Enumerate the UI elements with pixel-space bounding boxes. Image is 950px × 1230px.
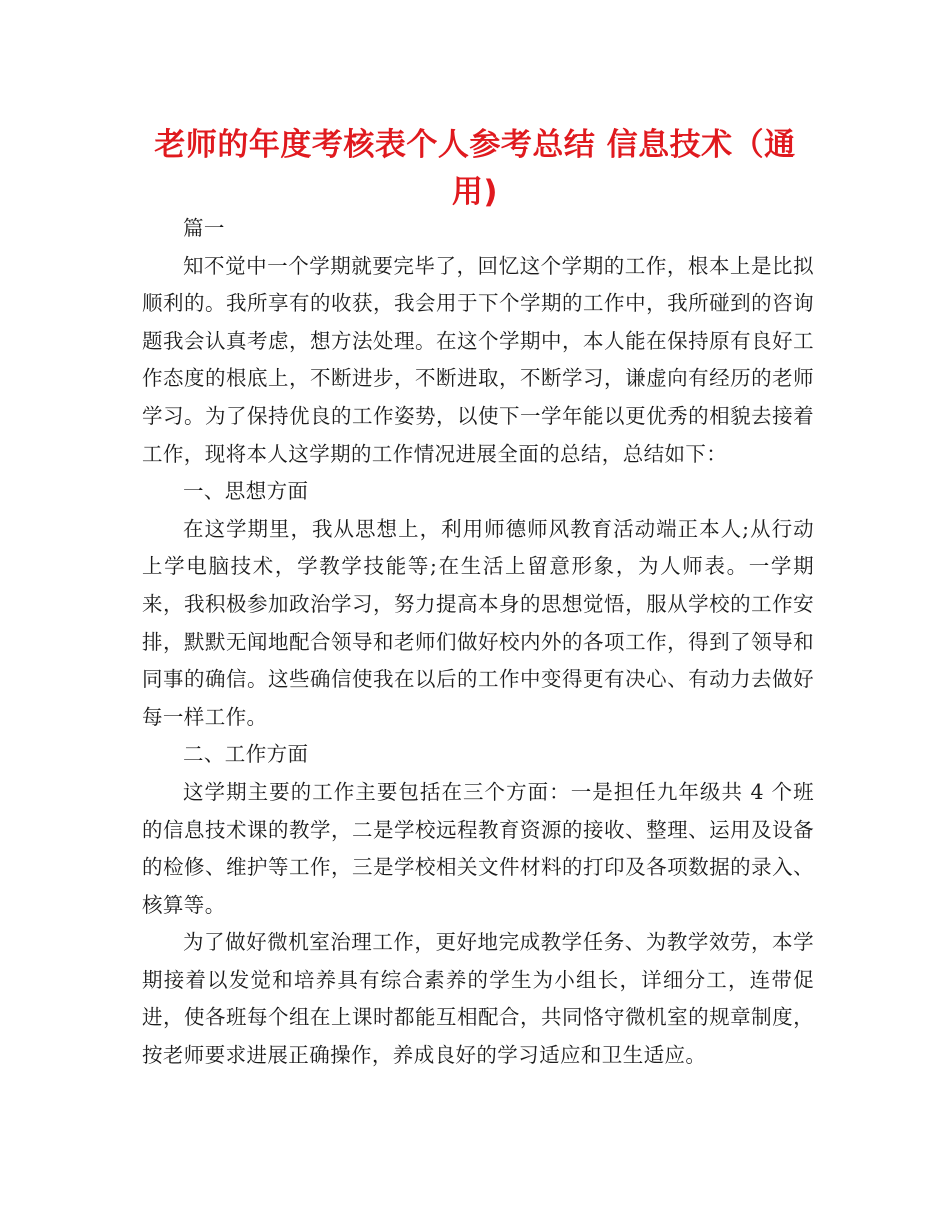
document-title: 老师的年度考核表个人参考总结 信息技术（通用)	[154, 127, 796, 210]
document-body	[142, 210, 814, 1075]
intro-paragraph: 知不觉中一个学期就要完毕了，回忆这个学期的工作，根本上是比拟顺利的。我所享有的收获，我会用于下个学期的工作中，我所碰到的咨询题我会认真考虑，想方法处理。在这个学期中，本人能在保持原有良好工作态度的根底上，不断进步，不断进取，不断学习，谦虚向有经历的老师学习。为了保持优良的工作姿势，以使下一学年能以更优秀的相貌去接着工作，现将本人这学期的工作情况进展全面的总结，总结如下：	[142, 253, 814, 466]
lab-management-paragraph: 为了做好微机室治理工作，更好地完成教学任务、为教学效劳，本学期接着以发觉和培养具有综合素养的学生为小组长，详细分工，连带促进，使各班每个组在上课时都能互相配合，共同恪守微机室的规章制度，按老师要求进展正确操作，养成良好的学习适应和卫生适应。	[142, 930, 814, 1068]
section-heading-work: 二、工作方面	[183, 742, 309, 767]
ideology-paragraph: 在这学期里，我从思想上，利用师德师风教育活动端正本人;从行动上学电脑技术，学教学技能等;在生活上留意形象，为人师表。一学期来，我积极参加政治学习，努力提高本身的思想觉悟，服从学校的工作安排，默默无闻地配合领导和老师们做好校内外的各项工作，得到了领导和同事的确信。这些确信使我在以后的工作中变得更有决心、有动力去做好每一样工作。	[142, 516, 814, 729]
section-heading-ideology: 一、思想方面	[183, 479, 309, 504]
work-paragraph: 这学期主要的工作主要包括在三个方面：一是担任九年级共 4 个班的信息技术课的教学，二是学校远程教育资源的接收、整理、运用及设备的检修、维护等工作，三是学校相关文件材料的打印及各项数据的录入、核算等。	[142, 779, 814, 917]
section-heading-part-one: 篇一	[183, 216, 225, 240]
